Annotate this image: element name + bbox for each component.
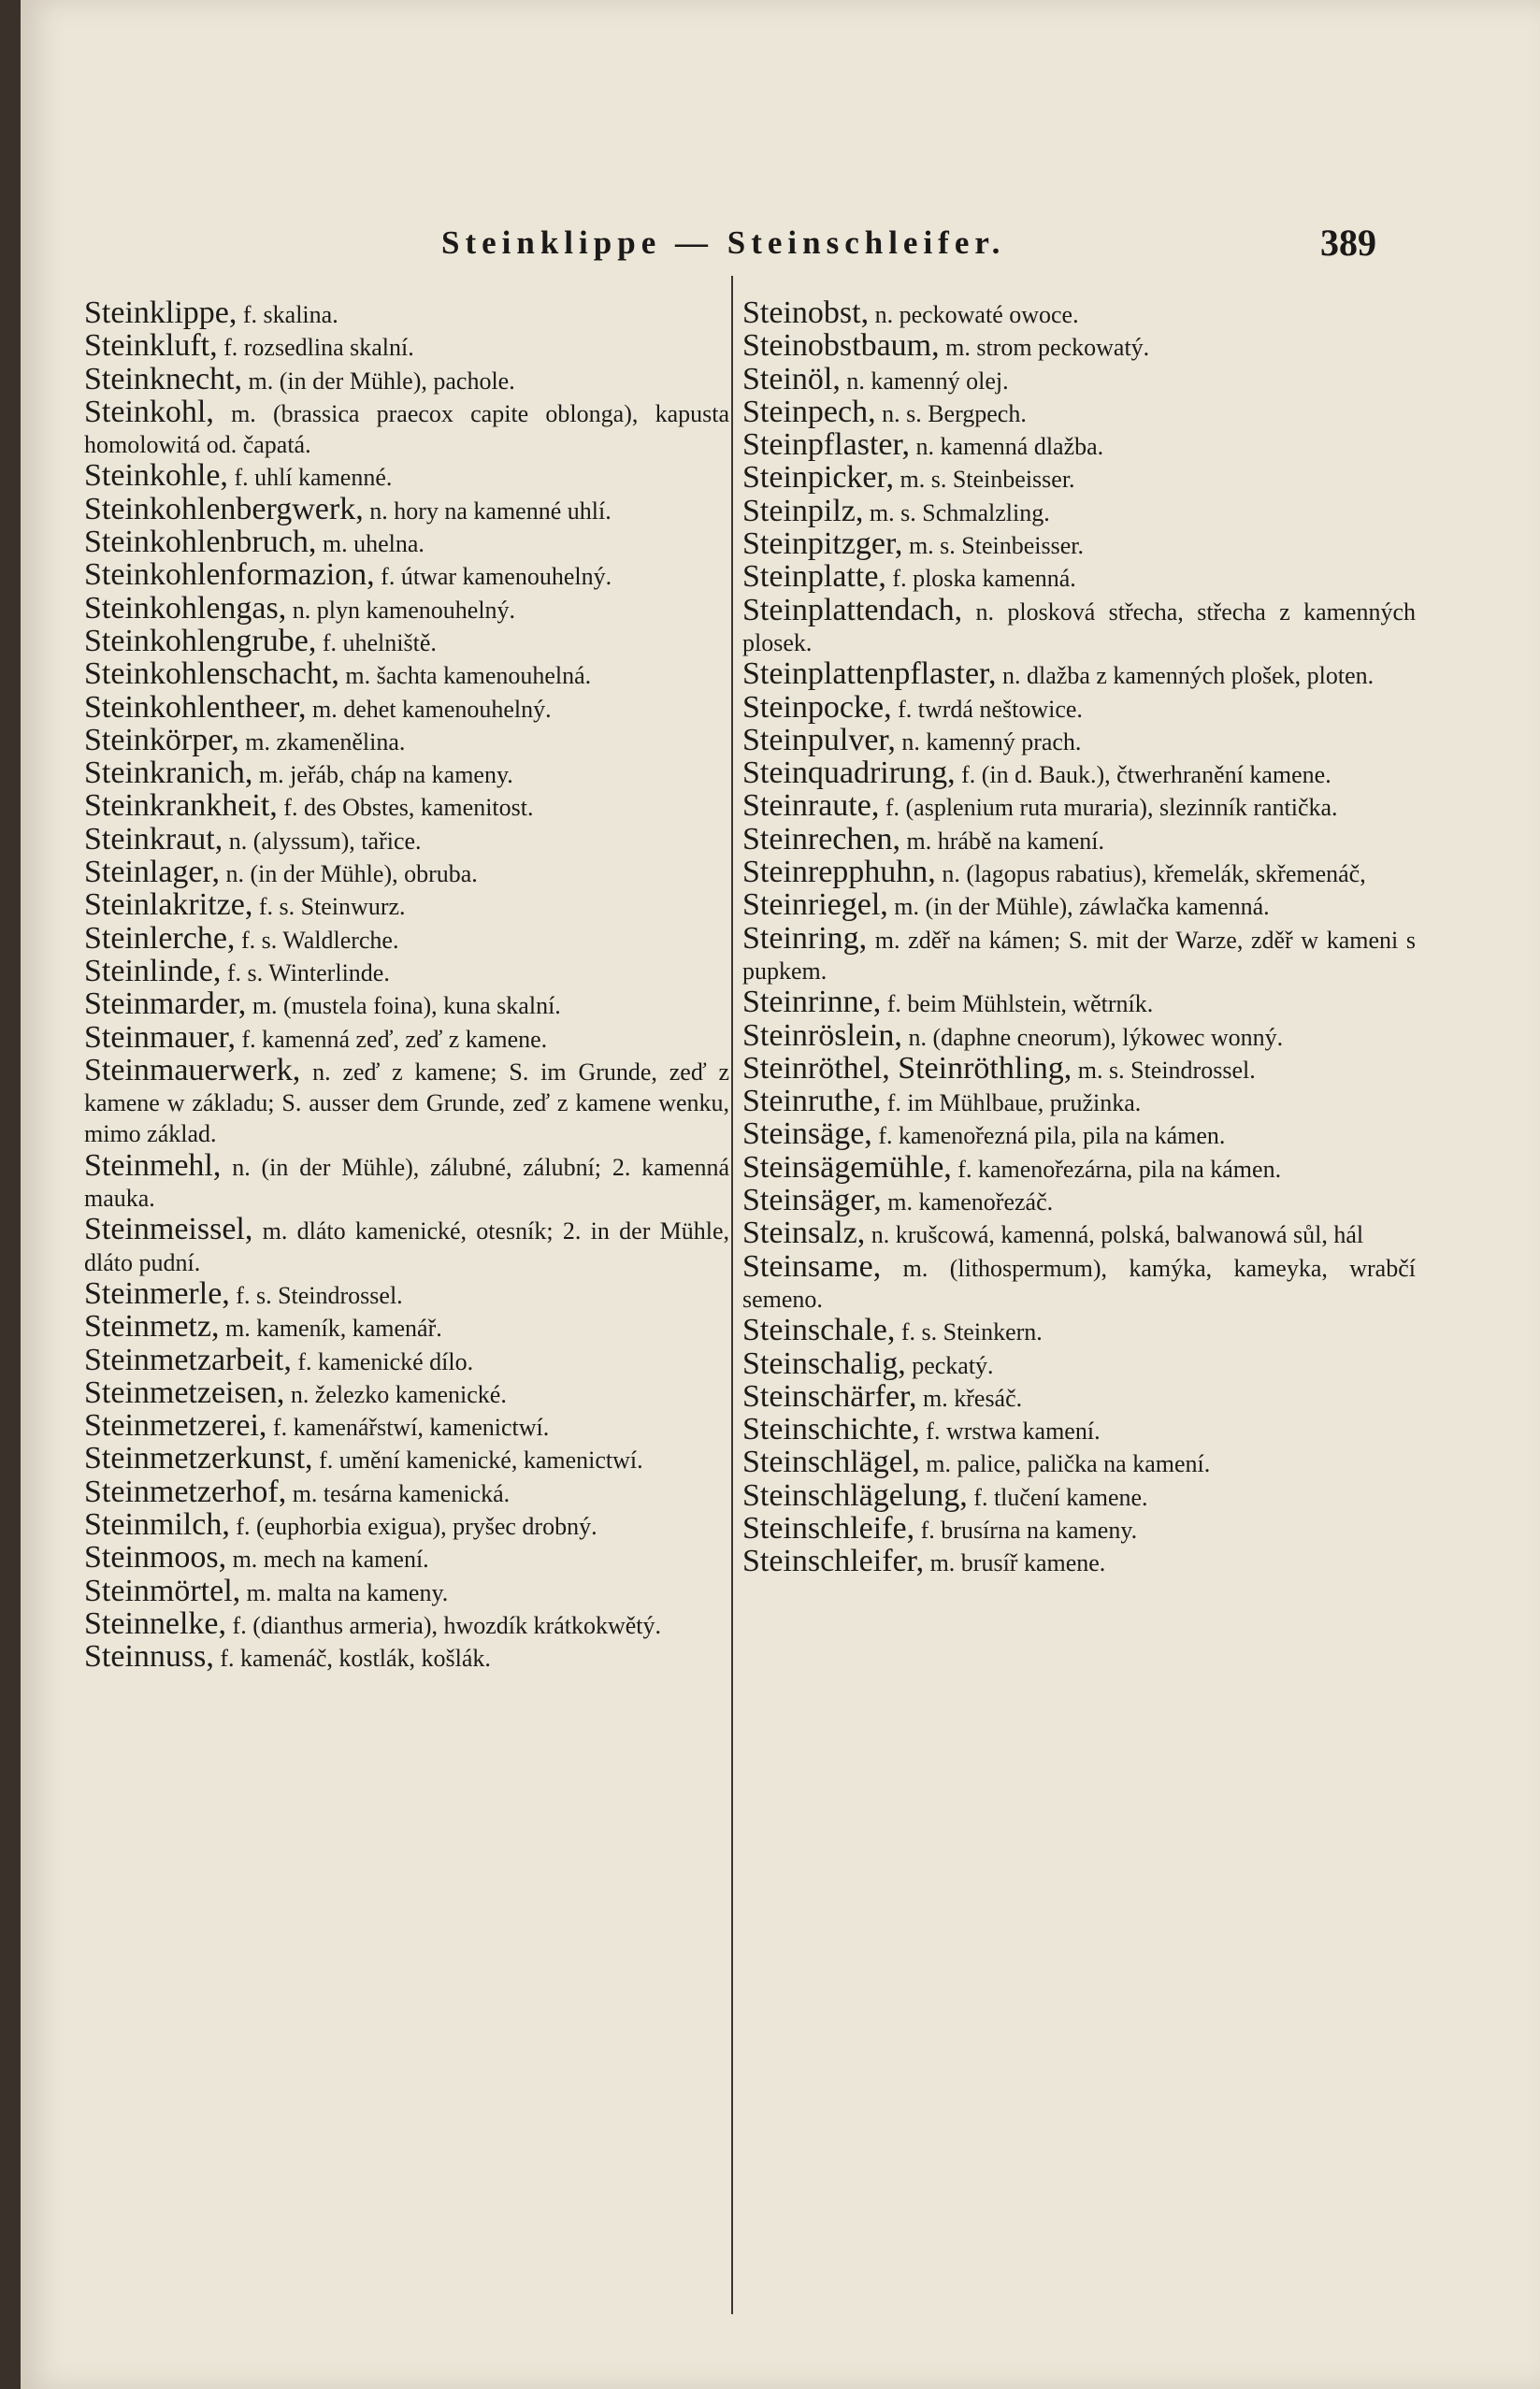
entry-headword: Steinmarder,	[84, 986, 247, 1022]
entry-headword: Steinkohle,	[84, 458, 228, 494]
entry-headword: Steinkohlenbruch,	[84, 525, 317, 560]
dictionary-entry	[84, 361, 729, 396]
dictionary-entry	[84, 1443, 729, 1475]
entry-headword: Steinriegel,	[742, 887, 888, 923]
entry-definition: n. hory na kamenné uhlí.	[363, 497, 612, 525]
entry-definition: n. kamenná dlažba.	[909, 433, 1104, 461]
entry-definition: f. uhlí kamenné.	[227, 464, 393, 492]
entry-headword: Steinsägemühle,	[742, 1149, 952, 1185]
dictionary-entry	[84, 988, 729, 1021]
column-divider	[731, 276, 733, 2314]
dictionary-entry	[84, 658, 729, 691]
dictionary-entry	[742, 493, 1416, 528]
entry-headword: Steinkranich,	[84, 756, 253, 791]
dictionary-entry	[742, 1086, 1416, 1118]
dictionary-entry	[84, 590, 729, 626]
running-header: Steinklippe — Steinschleifer.	[441, 224, 1006, 261]
entry-headword: Steinobst,	[742, 295, 870, 330]
entry-definition: m. (in der Mühle), záwlačka kamenná.	[887, 893, 1270, 921]
dictionary-entry	[742, 528, 1416, 561]
dictionary-entry	[742, 722, 1416, 757]
entry-headword: Steinklippe,	[84, 295, 237, 330]
entry-definition: f. kamenořezárna, pila na kámen.	[951, 1155, 1282, 1183]
entry-headword: Steinkohlenschacht,	[84, 656, 339, 692]
dictionary-entry	[84, 396, 729, 461]
entry-headword: Steinkohl,	[84, 394, 214, 429]
entry-definition: n. kamenný olej.	[840, 367, 1009, 395]
dictionary-entry	[742, 790, 1416, 823]
entry-definition: peckatý.	[905, 1351, 994, 1379]
entry-headword: Steinpech,	[742, 394, 876, 429]
entry-definition: m. zkamenělina.	[238, 727, 406, 756]
entry-definition: f. uhelniště.	[316, 628, 437, 656]
entry-headword: Steinpocke,	[742, 689, 892, 725]
entry-headword: Steinlinde,	[84, 953, 222, 988]
dictionary-entry	[742, 1050, 1416, 1086]
entry-headword: Steinnuss,	[84, 1639, 214, 1675]
entry-definition: f. des Obstes, kamenitost.	[277, 794, 534, 822]
entry-headword: Steinsalz,	[742, 1216, 866, 1251]
dictionary-entry	[742, 689, 1416, 725]
entry-headword: Steinmilch,	[84, 1506, 230, 1542]
entry-headword: Steinschleifer,	[742, 1544, 925, 1579]
entry-definition: f. ploska kamenná.	[885, 565, 1076, 593]
dictionary-entry	[84, 689, 729, 725]
entry-definition: n. plosková střecha, střecha z kamenných plosek.	[742, 597, 1416, 656]
dictionary-entry	[84, 790, 729, 823]
dictionary-entry	[84, 757, 729, 790]
dictionary-entry	[84, 1542, 729, 1575]
dictionary-entry	[742, 1378, 1416, 1414]
entry-definition: n. železko kamenické.	[284, 1380, 507, 1408]
entry-definition: f. twrdá neštowice.	[891, 695, 1083, 723]
dictionary-entry	[742, 462, 1416, 495]
entry-definition: f. tlučení kamene.	[967, 1483, 1148, 1511]
entry-headword: Steinlerche,	[84, 920, 236, 956]
dictionary-entry	[742, 1248, 1416, 1316]
entry-definition: m. mech na kamení.	[226, 1546, 429, 1574]
entry-headword: Steinschalig,	[742, 1346, 906, 1381]
entry-headword: Steinmetzerkunst,	[84, 1441, 313, 1476]
entry-definition: f. beim Mühlstein, wětrník.	[881, 990, 1154, 1018]
entry-definition: m. křesáč.	[916, 1384, 1023, 1412]
entry-definition: n. kamenný prach.	[895, 727, 1082, 756]
entry-headword: Steinschlägelung,	[742, 1477, 968, 1513]
entry-headword: Steinmoos,	[84, 1540, 227, 1576]
entry-definition: f. útwar kamenouhelný.	[374, 563, 612, 591]
dictionary-entry	[742, 986, 1416, 1019]
entry-headword: Steinkohlentheer,	[84, 689, 307, 725]
dictionary-entry	[84, 1410, 729, 1443]
entry-definition: m. strom peckowatý.	[939, 334, 1150, 362]
dictionary-entry	[742, 856, 1416, 889]
entry-headword: Steinplatte,	[742, 559, 886, 595]
entry-definition: m. kameník, kamenář.	[219, 1315, 442, 1343]
entry-definition: f. (dianthus armeria), hwozdík krátkokwětý.	[226, 1611, 661, 1639]
dictionary-entry	[84, 460, 729, 493]
entry-headword: Steinmörtel,	[84, 1573, 241, 1608]
dictionary-entry	[84, 1374, 729, 1410]
entry-definition: f. (asplenium ruta muraria), slezinník rantička.	[879, 794, 1338, 822]
entry-definition: m. (lithospermum), kamýka, kameyka, wrabčí semeno.	[742, 1254, 1416, 1313]
entry-definition: m. (mustela foina), kuna skalní.	[246, 992, 561, 1020]
entry-headword: Steinröthel, Steinröthling,	[742, 1050, 1072, 1086]
dictionary-entry	[742, 330, 1416, 363]
dictionary-entry	[84, 1506, 729, 1542]
entry-definition: m. s. Steinbeisser.	[893, 466, 1075, 494]
dictionary-entry	[742, 1546, 1416, 1578]
dictionary-entry	[84, 1311, 729, 1344]
dictionary-entry	[84, 491, 729, 526]
page-number: 389	[1320, 222, 1376, 264]
entry-definition: f. s. Steinkern.	[895, 1318, 1043, 1346]
dictionary-entry	[742, 1315, 1416, 1347]
dictionary-entry	[84, 1342, 729, 1377]
entry-headword: Steinpflaster,	[742, 427, 910, 463]
entry-headword: Steinkraut,	[84, 821, 223, 856]
dictionary-entry	[742, 889, 1416, 922]
entry-headword: Steinmetzeisen,	[84, 1374, 285, 1410]
entry-definition: n. (daphne cneorum), lýkowec wonný.	[901, 1023, 1284, 1051]
entry-definition: m. hrábě na kamení.	[900, 827, 1105, 855]
entry-headword: Steinpulver,	[742, 722, 896, 757]
entry-headword: Steinsame,	[742, 1248, 882, 1284]
entry-definition: n. s. Bergpech.	[875, 399, 1027, 427]
dictionary-entry	[742, 1118, 1416, 1151]
dictionary-entry	[742, 396, 1416, 429]
dictionary-entry	[742, 592, 1416, 659]
entry-headword: Steinmerle,	[84, 1275, 230, 1311]
dictionary-entry	[84, 920, 729, 956]
entry-definition: m. dláto kamenické, otesník; 2. in der Mühle, dláto pudní.	[84, 1217, 729, 1276]
dictionary-entry	[84, 1214, 729, 1278]
entry-headword: Steinpitzger,	[742, 526, 903, 562]
entry-headword: Steinmetzerei,	[84, 1408, 267, 1444]
entry-headword: Steinkluft,	[84, 328, 218, 364]
entry-definition: m. malta na kameny.	[240, 1578, 449, 1606]
left-column	[84, 297, 729, 1674]
entry-headword: Steinknecht,	[84, 361, 243, 396]
dictionary-entry	[84, 889, 729, 922]
dictionary-entry	[742, 757, 1416, 790]
entry-definition: f. umění kamenické, kamenictwí.	[312, 1446, 643, 1475]
entry-definition: m. palice, palička na kamení.	[919, 1450, 1211, 1478]
entry-headword: Steinrechen,	[742, 821, 900, 856]
entry-definition: m. šachta kamenouhelná.	[338, 662, 592, 690]
entry-definition: m. s. Schmalzling.	[863, 498, 1050, 526]
entry-definition: f. rozsedlina skalní.	[217, 334, 414, 362]
entry-headword: Steinkohlengrube,	[84, 623, 317, 658]
dictionary-entry	[742, 1017, 1416, 1053]
entry-headword: Steinkohlenbergwerk,	[84, 491, 364, 526]
entry-headword: Steinöl,	[742, 361, 841, 396]
dictionary-entry	[742, 1348, 1416, 1381]
entry-headword: Steinrepphuhn,	[742, 855, 936, 890]
dictionary-entry	[84, 1052, 729, 1150]
dictionary-entry	[84, 1605, 729, 1641]
entry-definition: f. kamenná zeď, zeď z kamene.	[235, 1025, 548, 1053]
entry-definition: n. (in der Mühle), obruba.	[219, 860, 478, 888]
entry-definition: m. (brassica praecox capite oblonga), kapusta homolowitá od. čapatá.	[84, 399, 729, 459]
entry-headword: Steinkohlenformazion,	[84, 557, 375, 593]
book-spine	[0, 0, 21, 2389]
dictionary-entry	[84, 1573, 729, 1608]
entry-definition: m. dehet kamenouhelný.	[306, 695, 552, 723]
dictionary-entry	[84, 559, 729, 592]
dictionary-entry	[742, 1185, 1416, 1217]
entry-definition: m. uhelna.	[316, 530, 425, 558]
entry-definition: f. (in d. Bauk.), čtwerhranění kamene.	[955, 761, 1331, 789]
entry-headword: Steinkörper,	[84, 722, 239, 757]
entry-definition: f. s. Steindrossel.	[229, 1281, 403, 1309]
entry-definition: m. zděř na kámen; S. mit der Warze, zděř w kameni s pupkem.	[742, 926, 1416, 985]
entry-headword: Steinmeissel,	[84, 1212, 253, 1247]
dictionary-entry	[84, 953, 729, 988]
entry-definition: f. brusírna na kameny.	[914, 1516, 1138, 1544]
entry-definition: m. brusíř kamene.	[924, 1549, 1106, 1577]
dictionary-entry	[742, 1414, 1416, 1446]
entry-headword: Steinkohlengas,	[84, 590, 287, 626]
entry-definition: m. jeřáb, cháp na kameny.	[252, 761, 513, 789]
entry-definition: f. skalina.	[237, 301, 338, 328]
entry-definition: m. s. Steindrossel.	[1072, 1056, 1256, 1084]
entry-definition: n. krušcowá, kamenná, polská, balwanowá sůl, hál	[865, 1221, 1364, 1249]
entry-headword: Steinsäge,	[742, 1116, 872, 1152]
entry-headword: Steinmehl,	[84, 1147, 222, 1183]
entry-definition: f. s. Winterlinde.	[221, 958, 390, 986]
entry-headword: Steinmetzarbeit,	[84, 1342, 292, 1377]
entry-definition: n. peckowaté owoce.	[869, 301, 1079, 328]
entry-definition: n. dlažba z kamenných plošek, ploten.	[996, 662, 1374, 690]
entry-definition: m. s. Steinbeisser.	[902, 532, 1084, 560]
dictionary-entry	[84, 1275, 729, 1311]
entry-headword: Steinmetz,	[84, 1309, 220, 1345]
entry-headword: Steinmauerwerk,	[84, 1052, 301, 1087]
entry-headword: Steinschlägel,	[742, 1445, 920, 1480]
dictionary-entry	[742, 920, 1416, 987]
dictionary-entry	[742, 1446, 1416, 1479]
dictionary-page	[21, 0, 1540, 2389]
entry-headword: Steinmetzerhof,	[84, 1474, 287, 1509]
dictionary-entry	[84, 821, 729, 856]
entry-headword: Steinplattendach,	[742, 592, 963, 627]
entry-definition: f. (euphorbia exigua), pryšec drobný.	[229, 1512, 597, 1540]
entry-headword: Steinobstbaum,	[742, 328, 940, 364]
right-column	[742, 297, 1416, 1579]
dictionary-entry	[742, 297, 1416, 330]
entry-definition: f. im Mühlbaue, pružinka.	[881, 1089, 1142, 1117]
dictionary-entry	[84, 856, 729, 889]
entry-definition: n. (in der Mühle), zálubné, zálubní; 2. kamenná mauka.	[84, 1153, 729, 1213]
entry-headword: Steinschärfer,	[742, 1378, 917, 1414]
entry-definition: n. zeď z kamene; S. im Grunde, zeď z kamene w základu; S. ausser dem Grunde, zeď z kamene wenku, mimo základ.	[84, 1058, 729, 1148]
entry-definition: m. tesárna kamenická.	[286, 1479, 511, 1507]
entry-headword: Steinpilz,	[742, 493, 864, 528]
dictionary-entry	[84, 526, 729, 559]
dictionary-entry	[742, 1217, 1416, 1250]
entry-headword: Steinpicker,	[742, 460, 894, 496]
entry-headword: Steinschichte,	[742, 1412, 920, 1447]
dictionary-entry	[84, 330, 729, 363]
dictionary-entry	[742, 821, 1416, 856]
entry-definition: m. (in der Mühle), pachole.	[242, 367, 515, 395]
entry-headword: Steinlakritze,	[84, 887, 253, 923]
entry-headword: Steinnelke,	[84, 1605, 227, 1641]
dictionary-entry	[742, 361, 1416, 396]
entry-headword: Steinröslein,	[742, 1017, 902, 1053]
dictionary-entry	[84, 1019, 729, 1055]
entry-definition: f. s. Steinwurz.	[252, 893, 406, 921]
entry-headword: Steinschale,	[742, 1313, 896, 1348]
entry-headword: Steinkrankheit,	[84, 788, 278, 824]
dictionary-entry	[84, 722, 729, 757]
entry-headword: Steinrinne,	[742, 985, 882, 1020]
entry-headword: Steinlager,	[84, 855, 220, 890]
entry-definition: f. s. Waldlerche.	[235, 926, 399, 954]
entry-headword: Steinquadrirung,	[742, 756, 956, 791]
entry-headword: Steinraute,	[742, 788, 880, 824]
dictionary-entry	[742, 1149, 1416, 1185]
entry-definition: n. plyn kamenouhelný.	[286, 596, 516, 624]
dictionary-entry	[742, 429, 1416, 462]
entry-definition: f. kamenáč, kostlák, košlák.	[213, 1645, 491, 1673]
dictionary-entry	[84, 1641, 729, 1674]
dictionary-entry	[84, 623, 729, 658]
entry-definition: n. (lagopus rabatius), křemelák, skřemenáč,	[935, 860, 1366, 888]
entry-definition: f. kamenořezná pila, pila na kámen.	[871, 1122, 1226, 1150]
entry-headword: Steinmauer,	[84, 1019, 236, 1055]
entry-definition: m. kamenořezáč.	[881, 1188, 1054, 1216]
entry-headword: Steinplattenpflaster,	[742, 656, 997, 692]
dictionary-entry	[742, 1510, 1416, 1546]
entry-headword: Steinschleife,	[742, 1510, 915, 1546]
entry-definition: f. wrstwa kamení.	[919, 1418, 1101, 1446]
dictionary-entry	[84, 1476, 729, 1509]
dictionary-entry	[742, 658, 1416, 691]
entry-headword: Steinsäger,	[742, 1183, 882, 1218]
dictionary-entry	[742, 561, 1416, 594]
entry-definition: f. kamenické dílo.	[291, 1347, 474, 1375]
dictionary-entry	[84, 297, 729, 330]
dictionary-entry	[742, 1477, 1416, 1513]
entry-definition: n. (alyssum), tařice.	[223, 827, 422, 855]
entry-headword: Steinruthe,	[742, 1084, 882, 1119]
entry-definition: f. kamenářstwí, kamenictwí.	[266, 1414, 550, 1442]
entry-headword: Steinring,	[742, 920, 868, 956]
dictionary-entry	[84, 1147, 729, 1215]
